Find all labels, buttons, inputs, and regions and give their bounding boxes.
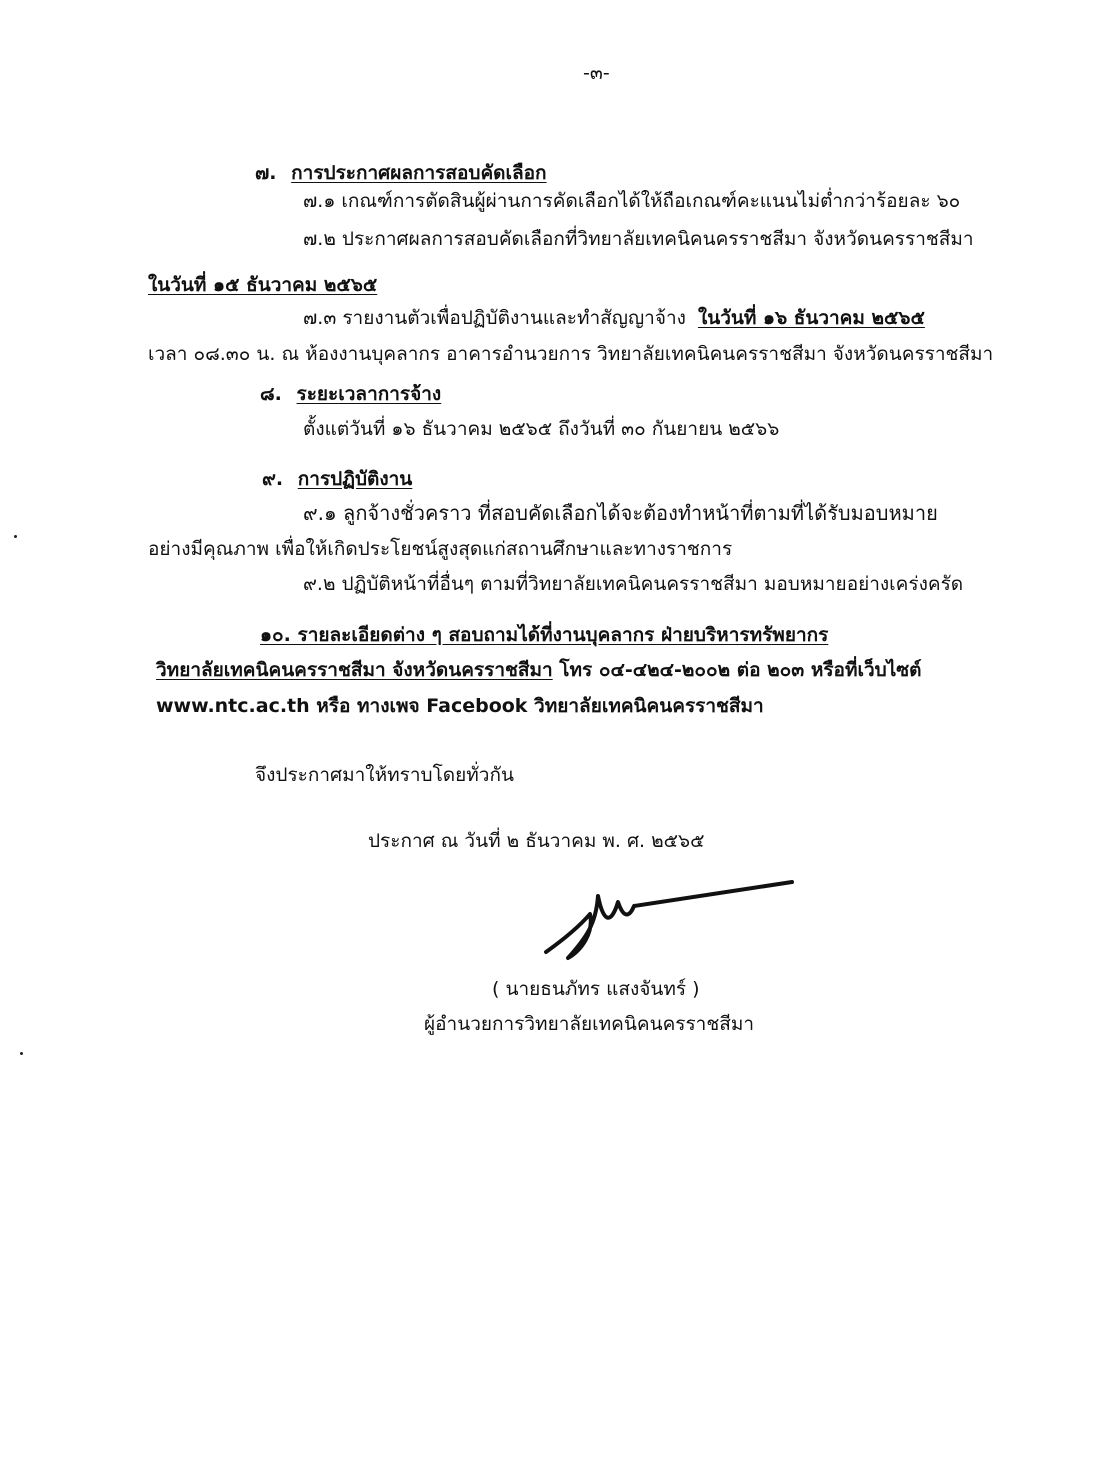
section7-item2-date: ในวันที่ ๑๕ ธันวาคม ๒๕๖๕ [148, 274, 378, 296]
section7-title: การประกาศผลการสอบคัดเลือก [291, 162, 547, 184]
section7-item3-date: ในวันที่ ๑๖ ธันวาคม ๒๕๖๕ [697, 307, 925, 329]
section8-text: ตั้งแต่วันที่ ๑๖ ธันวาคม ๒๕๖๕ ถึงวันที่ ๓๐ กันยายน ๒๕๖๖ [303, 418, 780, 440]
section8-heading [260, 381, 441, 407]
section7-item1: ๗.๑ เกณฑ์การตัดสินผู้ผ่านการคัดเลือกได้ให้ถือเกณฑ์คะแนนไม่ต่ำกว่าร้อยละ ๖๐ [303, 190, 961, 212]
section9-item2: ๙.๒ ปฏิบัติหน้าที่อื่นๆ ตามที่วิทยาลัยเทคนิคนครราชสีมา มอบหมายอย่างเคร่งครัด [303, 573, 964, 595]
section9-number: ๙. [262, 468, 284, 490]
section7-item3-text: ๗.๓ รายงานตัวเพื่อปฏิบัติงานและทำสัญญาจ้าง [303, 307, 686, 329]
section8-number: ๘. [260, 383, 282, 405]
section9-item1: ๙.๑ ลูกจ้างชั่วคราว ที่สอบคัดเลือกได้จะต้องทำหน้าที่ตามที่ได้รับมอบหมาย [303, 501, 938, 525]
scan-speck [20, 1052, 23, 1055]
section7-item3-continued: เวลา ๐๘.๓๐ น. ณ ห้องงานบุคลากร อาคารอำนวยการ วิทยาลัยเทคนิคนครราชสีมา จังหวัดนครราชสีมา [148, 343, 994, 365]
section8-title: ระยะเวลาการจ้าง [296, 383, 442, 405]
section7-heading [255, 160, 547, 186]
section7-item3 [303, 305, 925, 331]
section10-line3: www.ntc.ac.th หรือ ทางเพจ Facebook วิทยาลัยเทคนิคนครราชสีมา [156, 695, 764, 717]
section10-contact: โทร ๐๔-๔๒๔-๒๐๐๒ ต่อ ๒๐๓ หรือที่เว็บไซต์ [552, 659, 922, 681]
section10-line2 [156, 657, 922, 683]
section9-heading [262, 466, 412, 492]
section7-item2: ๗.๒ ประกาศผลการสอบคัดเลือกที่วิทยาลัยเทคนิคนครราชสีมา จังหวัดนครราชสีมา [303, 228, 974, 250]
section10-line1: ๑๐. รายละเอียดต่าง ๆ สอบถามได้ที่งานบุคลากร ฝ่ายบริหารทรัพยากร [260, 624, 829, 646]
signer-title: ผู้อำนวยการวิทยาลัยเทคนิคนครราชสีมา [424, 1013, 755, 1035]
section10-college-name: วิทยาลัยเทคนิคนครราชสีมา จังหวัดนครราชสีมา [156, 659, 553, 681]
scan-speck [14, 535, 17, 538]
section9-title: การปฏิบัติงาน [297, 468, 413, 490]
section9-item1-continued: อย่างมีคุณภาพ เพื่อให้เกิดประโยชน์สูงสุดแก่สถานศึกษาและทางราชการ [148, 538, 733, 560]
closing-statement: จึงประกาศมาให้ทราบโดยทั่วกัน [255, 764, 514, 786]
section7-number: ๗. [255, 162, 277, 184]
signature-image [540, 876, 800, 966]
announcement-date: ประกาศ ณ วันที่ ๒ ธันวาคม พ. ศ. ๒๕๖๕ [368, 830, 705, 852]
signer-name: ( นายธนภัทร แสงจันทร์ ) [492, 978, 700, 1000]
page-number: -๓- [583, 62, 610, 84]
